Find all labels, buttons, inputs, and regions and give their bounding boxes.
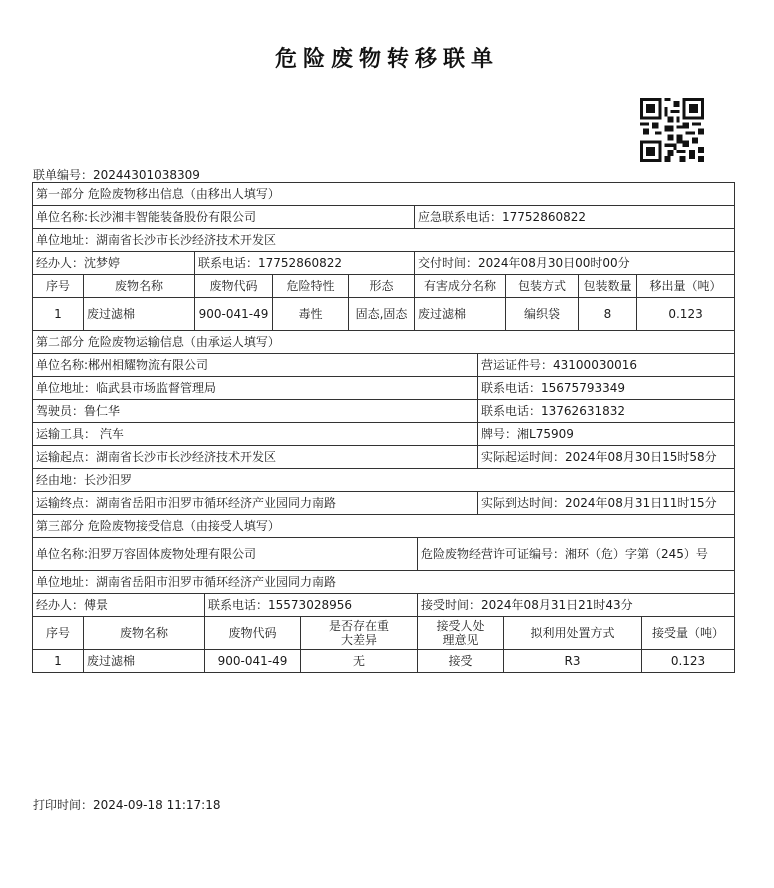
part2-driver: 驾驶员：鲁仁华	[33, 400, 478, 423]
column-header: 包装数量	[579, 275, 637, 298]
part1-table	[32, 182, 735, 331]
part2-heading: 第二部分 危险废物运输信息（由承运人填写）	[33, 331, 735, 354]
part2-arrive-time: 实际到达时间：2024年08月31日11时15分	[478, 492, 735, 515]
cell-amount: 0.123	[637, 298, 735, 331]
part2-plate: 牌号：湘L75909	[478, 423, 735, 446]
cell-form: 固态,固态	[349, 298, 415, 331]
part1-handler: 经办人：沈梦婷	[33, 252, 195, 275]
part1-address: 单位地址：湖南省长沙市长沙经济技术开发区	[33, 229, 735, 252]
cell-method: R3	[504, 650, 642, 673]
column-header: 是否存在重大差异	[301, 617, 418, 650]
document-title: 危险废物转移联单	[274, 46, 499, 72]
qr-code-icon	[640, 98, 704, 162]
column-header: 废物代码	[205, 617, 301, 650]
cell-name: 废过滤棉	[84, 650, 205, 673]
cell-code: 900-041-49	[205, 650, 301, 673]
print-time: 打印时间：2024-09-18 11:17:18	[33, 798, 221, 812]
column-header: 拟利用处置方式	[504, 617, 642, 650]
cell-amount: 0.123	[642, 650, 735, 673]
part1-phone: 联系电话：17752860822	[195, 252, 415, 275]
column-header: 废物代码	[195, 275, 273, 298]
column-header: 废物名称	[84, 275, 195, 298]
column-header: 序号	[33, 275, 84, 298]
table-row	[33, 298, 735, 331]
column-header: 接受量（吨）	[642, 617, 735, 650]
transfer-form	[32, 182, 734, 673]
part3-handler: 经办人：傅景	[33, 594, 205, 617]
column-header: 废物名称	[84, 617, 205, 650]
part1-unit-name: 单位名称:长沙湘丰智能装备股份有限公司	[33, 206, 415, 229]
part2-vehicle: 运输工具： 汽车	[33, 423, 478, 446]
column-header: 移出量（吨）	[637, 275, 735, 298]
part3-heading: 第三部分 危险废物接受信息（由接受人填写）	[33, 515, 735, 538]
cell-pack-qty: 8	[579, 298, 637, 331]
part3-table	[32, 514, 735, 673]
part2-unit-name: 单位名称:郴州相耀物流有限公司	[33, 354, 478, 377]
form-number-value: 20244301038309	[93, 168, 200, 182]
form-number	[33, 166, 200, 183]
part2-via: 经由地：长沙汨罗	[33, 469, 735, 492]
part2-start: 运输起点：湖南省长沙市长沙经济技术开发区	[33, 446, 478, 469]
part2-phone2: 联系电话：13762631832	[478, 400, 735, 423]
part1-emergency-phone: 应急联系电话：17752860822	[415, 206, 735, 229]
column-header: 危险特性	[273, 275, 349, 298]
part1-heading: 第一部分 危险废物移出信息（由移出人填写）	[33, 183, 735, 206]
part2-address: 单位地址：临武县市场监督管理局	[33, 377, 478, 400]
part3-address: 单位地址：湖南省岳阳市汨罗市循环经济产业园同力南路	[33, 571, 735, 594]
column-header: 形态	[349, 275, 415, 298]
part1-delivery-time: 交付时间：2024年08月30日00时00分	[415, 252, 735, 275]
cell-harmful: 废过滤棉	[415, 298, 506, 331]
column-header: 有害成分名称	[415, 275, 506, 298]
cell-diff: 无	[301, 650, 418, 673]
cell-packaging: 编织袋	[506, 298, 579, 331]
cell-hazard: 毒性	[273, 298, 349, 331]
part3-receive-time: 接受时间：2024年08月31日21时43分	[418, 594, 735, 617]
part3-permit: 危险废物经营许可证编号：湘环（危）字第（245）号	[418, 538, 735, 571]
cell-no: 1	[33, 650, 84, 673]
cell-opinion: 接受	[418, 650, 504, 673]
part2-start-time: 实际起运时间：2024年08月30日15时58分	[478, 446, 735, 469]
cell-name: 废过滤棉	[84, 298, 195, 331]
column-header: 包装方式	[506, 275, 579, 298]
part2-end: 运输终点：湖南省岳阳市汨罗市循环经济产业园同力南路	[33, 492, 478, 515]
part2-license: 营运证件号：43100030016	[478, 354, 735, 377]
part2-table	[32, 330, 735, 515]
column-header: 接受人处理意见	[418, 617, 504, 650]
table-row	[33, 650, 735, 673]
part3-unit-name: 单位名称:汨罗万容固体废物处理有限公司	[33, 538, 418, 571]
cell-no: 1	[33, 298, 84, 331]
cell-code: 900-041-49	[195, 298, 273, 331]
form-number-label: 联单编号：	[33, 168, 94, 182]
part2-phone1: 联系电话：15675793349	[478, 377, 735, 400]
column-header: 序号	[33, 617, 84, 650]
part3-phone: 联系电话：15573028956	[205, 594, 418, 617]
